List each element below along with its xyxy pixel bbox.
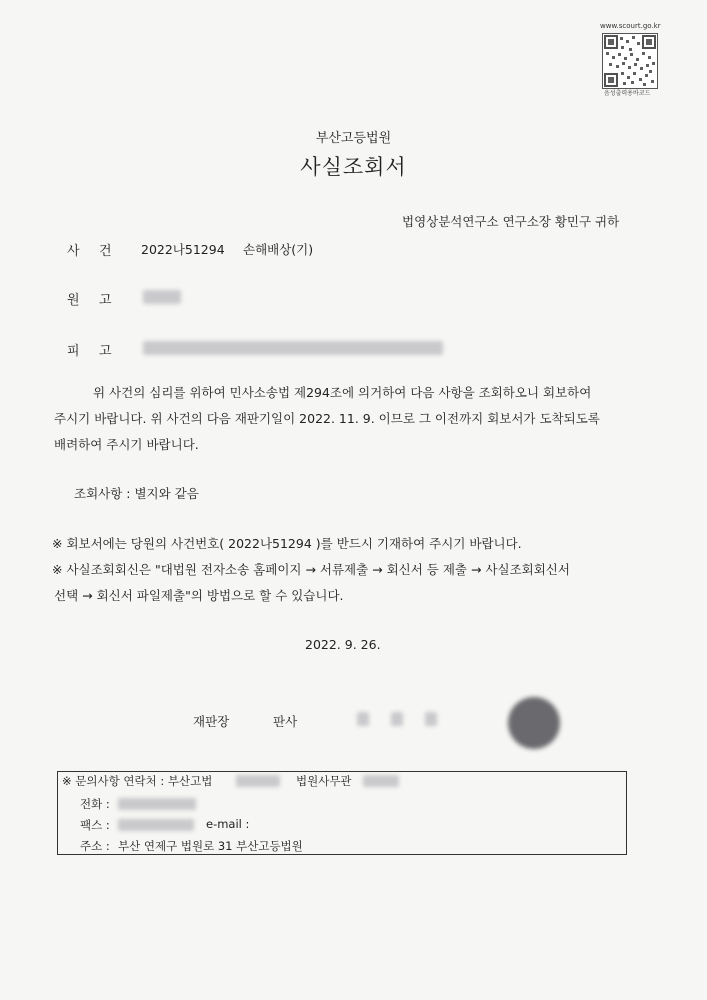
note-electronic-filing-1: ※ 사실조회회신은 "대법원 전자소송 홈페이지 → 서류제출 → 회신서 등 제출 → 사실조회회신서 [52, 562, 570, 577]
document-title: 사실조회서 [300, 155, 407, 179]
phone-label: 전화 : [80, 797, 110, 811]
redacted-judge-name-char2 [391, 712, 403, 726]
body-line-2: 주시기 바랍니다. 위 사건의 다음 재판기일이 2022. 11. 9. 이므로 그 이전까지 회보서가 도착되도록 [54, 411, 600, 426]
redacted-phone [118, 798, 196, 810]
contact-line-prefix: ※ 문의사항 연락처 : 부산고법 [62, 774, 213, 788]
case-number: 2022나51294 [141, 242, 225, 257]
case-label-char1: 사 [67, 244, 80, 259]
redacted-department [236, 775, 280, 787]
plaintiff-label-char2: 고 [99, 293, 112, 308]
body-line-3: 배려하여 주시기 바랍니다. [54, 437, 199, 452]
court-name: 부산고등법원 [315, 131, 392, 146]
case-name: 손해배상(기) [243, 242, 314, 257]
redacted-judge-name-char3 [425, 712, 437, 726]
contact-officer-title: 법원사무관 [296, 774, 352, 788]
address-value: 부산 연제구 법원로 31 부산고등법원 [118, 839, 303, 853]
plaintiff-label-char1: 원 [67, 293, 80, 308]
court-seal-stamp [508, 697, 560, 749]
presiding-judge-label: 재판장 [193, 714, 230, 729]
addressee: 법영상분석연구소 연구소장 황민구 귀하 [402, 214, 620, 229]
fax-label: 팩스 : [80, 818, 110, 832]
qr-url: www.scourt.go.kr [600, 22, 661, 30]
email-label: e-mail : [206, 817, 250, 831]
qr-code-icon [602, 33, 658, 89]
qr-caption: 음성출력용바코드 [604, 90, 651, 97]
redacted-judge-name-char1 [357, 712, 369, 726]
case-label-char2: 건 [99, 244, 112, 259]
defendant-label-char1: 피 [67, 344, 80, 359]
redacted-officer-name [363, 775, 399, 787]
issue-date: 2022. 9. 26. [305, 637, 381, 652]
redacted-defendant-names [143, 341, 443, 355]
judge-label: 판사 [273, 714, 298, 729]
redacted-plaintiff-name [143, 290, 181, 304]
address-label: 주소 : [80, 839, 110, 853]
inquiry-items: 조회사항 : 별지와 같음 [74, 486, 199, 501]
redacted-fax [118, 819, 194, 831]
note-electronic-filing-2: 선택 → 회신서 파일제출"의 방법으로 할 수 있습니다. [54, 588, 344, 603]
note-case-number: ※ 회보서에는 당원의 사건번호( 2022나51294 )를 반드시 기재하여 주시기 바랍니다. [52, 536, 522, 551]
body-line-1: 위 사건의 심리를 위하여 민사소송법 제294조에 의거하여 다음 사항을 조회하오니 회보하여 [93, 385, 592, 400]
defendant-label-char2: 고 [99, 344, 112, 359]
